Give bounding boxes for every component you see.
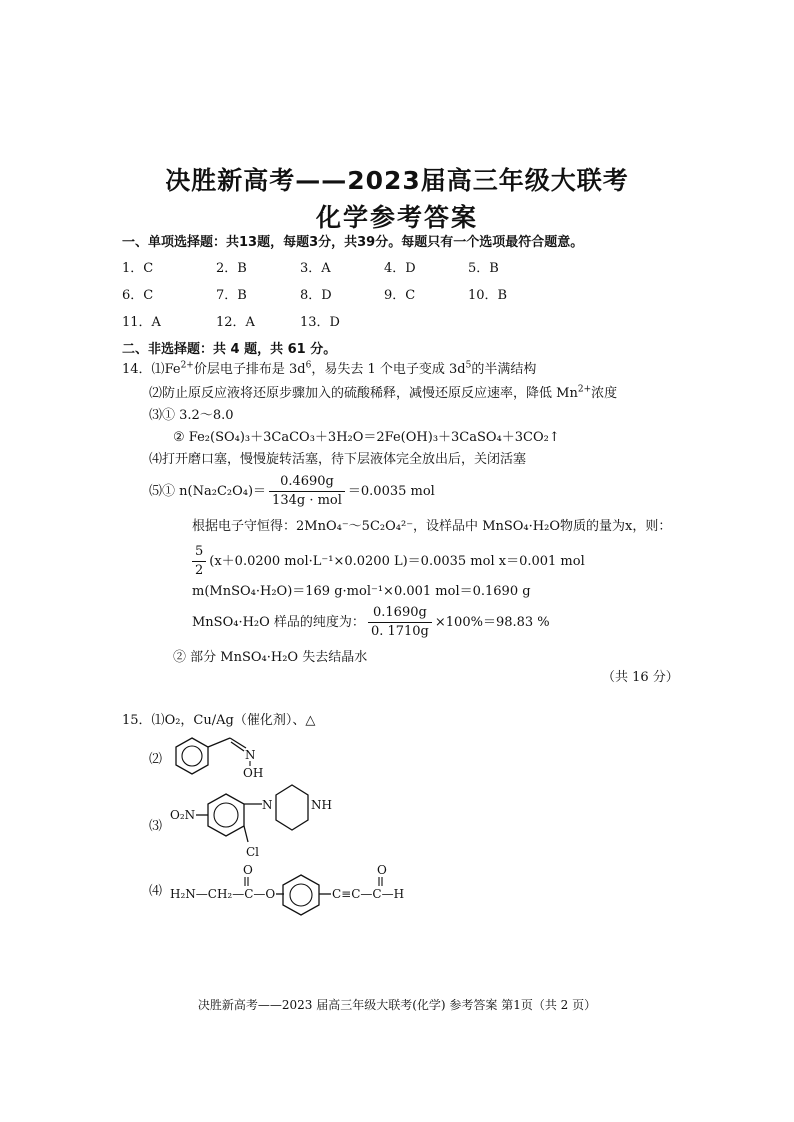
q14-p3-num: ⑶ bbox=[149, 408, 163, 423]
q14-p5-num: ⑸ bbox=[149, 484, 163, 499]
q14-p5-line4: m(MnSO₄·H₂O)＝169 g·mol⁻¹×0.001 mol＝0.1690 g bbox=[192, 584, 531, 599]
oxime-oh-label: OH bbox=[243, 766, 264, 780]
q14-equation: Fe₂(SO₄)₃＋3CaCO₃＋3H₂O＝2Fe(OH)₃＋3CaSO₄＋3CO₂↑ bbox=[188, 430, 560, 445]
q14-score: （共 16 分） bbox=[602, 670, 679, 685]
q14-p5-1: ⑸① n(Na₂C₂O₄)＝ $\frac{0.4690g}{\text{134g · mol}}$ ＝0.0035 mol bbox=[149, 474, 435, 508]
q14-p4: ⑷打开磨口塞，慢慢旋转活塞，待下层液体完全放出后，关闭活塞 bbox=[149, 452, 527, 467]
q15-p4-num: ⑷ bbox=[149, 884, 163, 899]
aldehyde-oxygen-label: O bbox=[377, 863, 387, 877]
structure-piperazine bbox=[168, 780, 358, 862]
chloro-label: Cl bbox=[246, 845, 260, 859]
section1-heading: 一、单项选择题：共13题，每题3分，共39分。每题只有一个选项最符合题意。 bbox=[122, 235, 584, 250]
q14-p4-num: ⑷ bbox=[149, 452, 163, 467]
q15-number: 15． bbox=[122, 713, 152, 728]
q14-p2: ⑵防止原反应液将还原步骤加入的硫酸稀释，减慢还原反应速率，降低 $Mn^{2+}$浓度 bbox=[149, 384, 618, 401]
q14-fraction-3: $\frac{0.1690g}{0. 1710g}$ bbox=[368, 605, 432, 640]
q14-p5-line3: $\frac{5}{2}$ (x＋0.0200 mol·L⁻¹×0.0200 L)＝0.0035 mol x＝0.001 mol bbox=[192, 544, 585, 579]
answer-5: 5．B bbox=[468, 261, 499, 276]
structure-ester-ynal bbox=[168, 862, 428, 918]
q14-fraction-2: $\frac{5}{2}$ bbox=[192, 544, 206, 579]
q14-p1-num: ⑴ bbox=[151, 362, 165, 377]
q15-p1: 15．⑴O₂，Cu/Ag（催化剂）、△ bbox=[122, 713, 316, 728]
section2-heading: 二、非选择题：共 4 题，共 61 分。 bbox=[122, 342, 337, 357]
nitro-label: O₂N bbox=[170, 808, 196, 822]
q14-p2-num: ⑵ bbox=[149, 386, 163, 401]
q14-number: 14． bbox=[122, 362, 152, 377]
answer-1: 1．C bbox=[122, 261, 154, 276]
ester-oxygen-label: O bbox=[243, 863, 253, 877]
q15-p1-num: ⑴ bbox=[151, 713, 165, 728]
answer-4: 4．D bbox=[384, 261, 416, 276]
page-footer: 决胜新高考——2023 届高三年级大联考(化学) 参考答案 第1页（共 2 页） bbox=[197, 998, 597, 1012]
structure-oxime bbox=[168, 730, 278, 780]
page-subtitle: 化学参考答案 bbox=[315, 203, 478, 232]
q15-p2-num: ⑵ bbox=[149, 752, 163, 767]
answer-2: 2．B bbox=[216, 261, 247, 276]
answer-7: 7．B bbox=[216, 288, 247, 303]
q14-p1: 14．$⑴Fe^{2+}$价层电子排布是 $3d^6$，易失去 1 个电子变成 $3d^5$的半满结构 bbox=[122, 360, 537, 377]
alkyne-chain-label: C≡C—C—H bbox=[332, 887, 405, 901]
q14-p5-2: ② 部分 MnSO₄·H₂O 失去结晶水 bbox=[173, 650, 368, 665]
q15-p3-num: ⑶ bbox=[149, 819, 163, 834]
answer-12: 12．A bbox=[216, 315, 255, 330]
piperazine-n-label: N bbox=[262, 798, 273, 812]
answer-8: 8．D bbox=[300, 288, 332, 303]
q14-p5-line5: MnSO₄·H₂O 样品的纯度为： $\frac{0.1690g}{0. 1710g}$ ×100%＝98.83 % bbox=[192, 605, 550, 639]
q14-fraction-1: $\frac{0.4690g}{\text{134g · mol}}$ bbox=[269, 474, 345, 509]
q14-p3-1: ⑶① 3.2～8.0 bbox=[149, 408, 234, 423]
answer-6: 6．C bbox=[122, 288, 154, 303]
oxime-n-label: N bbox=[245, 748, 256, 762]
answer-10: 10．B bbox=[468, 288, 508, 303]
answer-13: 13．D bbox=[300, 315, 340, 330]
answer-11: 11．A bbox=[122, 315, 161, 330]
piperazine-nh-label: NH bbox=[311, 798, 332, 812]
answer-3: 3．A bbox=[300, 261, 331, 276]
answer-9: 9．C bbox=[384, 288, 416, 303]
page-title: 决胜新高考——2023届高三年级大联考 bbox=[165, 166, 629, 195]
q14-p5-line2: 根据电子守恒得：2MnO₄⁻～5C₂O₄²⁻，设样品中 MnSO₄·H₂O物质的量为x，则： bbox=[192, 519, 672, 534]
ester-chain-label: H₂N—CH₂—C—O bbox=[170, 887, 276, 901]
q14-p3-2: ② Fe₂(SO₄)₃＋3CaCO₃＋3H₂O＝2Fe(OH)₃＋3CaSO₄＋3CO₂↑ bbox=[173, 430, 560, 445]
